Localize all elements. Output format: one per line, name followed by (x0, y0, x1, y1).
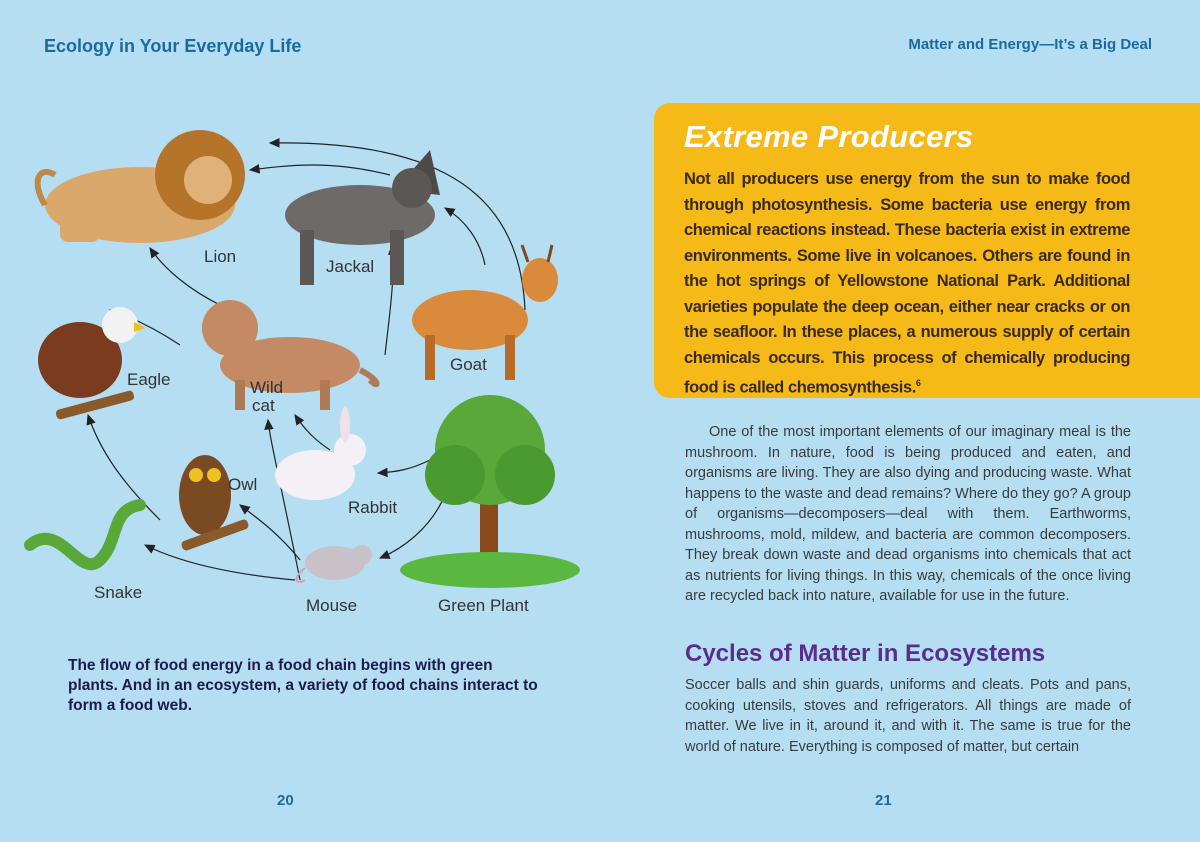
callout-body-text: Not all producers use energy from the sun to make food through photosynthesis. Some bacteria use energy from chemical reactions instead. These bacteria exist in extreme environments. Some live in volcanoes. Others are found in the hot springs of Yellowstone National Park. Additional varieties populate the deep ocean, either near cracks or on the seafloor. In these places, a numerous supply of certain chemicals occurs. This process of chemically producing food is called chemosynthesis. (684, 170, 1130, 397)
label-green-plant: Green Plant (438, 596, 529, 615)
page-number-left: 20 (277, 792, 294, 809)
footnote-marker: 6 (915, 378, 921, 388)
extreme-producers-callout (654, 103, 1200, 398)
rabbit-illustration (275, 407, 366, 500)
snake-illustration (30, 505, 140, 564)
owl-illustration (179, 455, 250, 552)
page-number-right: 21 (875, 792, 892, 809)
body-paragraph-1: One of the most important elements of our imaginary meal is the mushroom. In nature, food is being produced and eaten, and organisms are living. They are also dying and producing waste. What happens to the waste and dead remains? Where do they go? A group of organisms—decomposers—deal with them. Earthworms, mushrooms, mold, mildew, and bacteria are common decomposers. They break down waste and dead organisms into chemicals that act as nutrients for living things. In this way, chemicals of the once living are recycled back into nature, available for use in the future. (685, 424, 1131, 604)
mouse-illustration (296, 545, 372, 582)
callout-title: Extreme Producers (684, 119, 974, 154)
label-owl: Owl (228, 475, 258, 494)
running-head-right: Matter and Energy—It’s a Big Deal (908, 36, 1152, 53)
section-title: Cycles of Matter in Ecosystems (685, 640, 1046, 667)
wildcat-illustration (202, 300, 377, 410)
food-web-diagram (0, 80, 620, 640)
label-wildcat-line2: cat (252, 396, 275, 415)
callout-body (684, 167, 1130, 401)
label-jackal: Jackal (326, 257, 375, 276)
label-wildcat-line1: Wild (250, 378, 284, 397)
figure-caption: The flow of food energy in a food chain begins with green plants. And in an ecosystem, a variety of food chains interact to form a food web. (68, 657, 538, 714)
green-plant-illustration (400, 395, 580, 588)
body-paragraph-2: Soccer balls and shin guards, uniforms and cleats. Pots and pans, cooking utensils, stoves and refrigerators. All things are made of matter. We live in it, around it, and with it. The same is true for the world of nature. Everything is composed of matter, but certain (685, 677, 1131, 755)
label-goat: Goat (450, 355, 487, 374)
label-eagle: Eagle (127, 370, 171, 389)
eagle-illustration (38, 307, 146, 420)
label-rabbit: Rabbit (348, 498, 398, 517)
label-snake: Snake (94, 583, 143, 602)
running-head-left: Ecology in Your Everyday Life (44, 36, 302, 56)
lion-illustration (38, 130, 245, 243)
label-lion: Lion (204, 247, 237, 266)
label-mouse: Mouse (306, 596, 358, 615)
